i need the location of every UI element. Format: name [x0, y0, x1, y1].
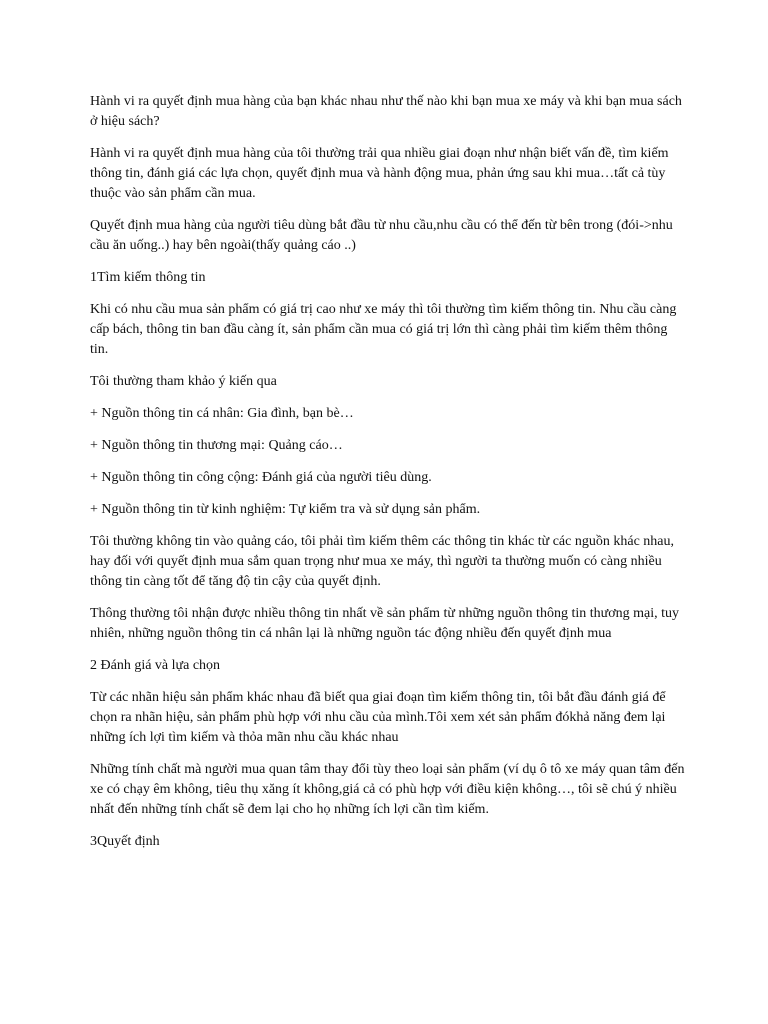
section-heading-information-search: 1Tìm kiếm thông tin — [90, 270, 206, 285]
personal-source-item: + Nguồn thông tin cá nhân: Gia đình, bạn bè… — [90, 406, 354, 421]
need-origin-paragraph: Quyết định mua hàng của người tiêu dùng bắt đầu từ nhu cầu,nhu cầu có thể đến từ bên trong (đói->nhu cầu ăn uống..) hay bên ngoài(thấy quảng cáo ..) — [90, 218, 673, 253]
answer-intro-paragraph: Hành vi ra quyết định mua hàng của tôi thường trải qua nhiều giai đoạn như nhận biết vấn đề, tìm kiếm thông tin, đánh giá các lựa chọn, quyết định mua và hành động mua, phản ứng sau khi mua…tất cả tùy thuộc vào sản phẩm cần mua. — [90, 146, 669, 201]
information-search-paragraph: Khi có nhu cầu mua sản phẩm có giá trị cao như xe máy thì tôi thường tìm kiếm thông tin. Nhu cầu càng cấp bách, thông tin ban đầu càng ít, sản phẩm cần mua có giá trị lớn thì càng phải tìm kiếm thêm thông tin. — [90, 302, 677, 357]
commercial-info-paragraph: Thông thường tôi nhận được nhiều thông tin nhất về sản phẩm từ những nguồn thông tin thương mại, tuy nhiên, những nguồn thông tin cá nhân lại là những nguồn tác động nhiều đến quyết định mua — [90, 606, 679, 641]
advertising-trust-paragraph: Tôi thường không tin vào quảng cáo, tôi phải tìm kiếm thêm các thông tin khác từ các nguồn khác nhau, hay đối với quyết định mua sắm quan trọng như mua xe máy, thì người ta thường muốn có càng nhiều thông tin càng tốt để tăng độ tin cậy của quyết định. — [90, 534, 674, 589]
section-heading-decision: 3Quyết định — [90, 834, 160, 849]
public-source-item: + Nguồn thông tin công cộng: Đánh giá của người tiêu dùng. — [90, 470, 432, 485]
product-attributes-paragraph: Những tính chất mà người mua quan tâm thay đổi tùy theo loại sản phẩm (ví dụ ô tô xe máy quan tâm đến xe có chạy êm không, tiêu thụ xăng ít không,giá cả có phù hợp với điều kiện không…, tôi sẽ chú ý nhiều nhất đến những tính chất sẽ đem lại cho họ những ích lợi cần tìm kiếm. — [90, 762, 685, 817]
evaluation-paragraph: Từ các nhãn hiệu sản phẩm khác nhau đã biết qua giai đoạn tìm kiếm thông tin, tôi bắt đầu đánh giá để chọn ra nhãn hiệu, sản phẩm phù hợp với nhu cầu của mình.Tôi xem xét sản phẩm đókhả năng đem lại những ích lợi tìm kiếm và thỏa mãn nhu cầu khác nhau — [90, 690, 666, 745]
consultation-intro-paragraph: Tôi thường tham khảo ý kiến qua — [90, 374, 277, 389]
commercial-source-item: + Nguồn thông tin thương mại: Quảng cáo… — [90, 438, 343, 453]
question-paragraph: Hành vi ra quyết định mua hàng của bạn khác nhau như thế nào khi bạn mua xe máy và khi bạn mua sách ở hiệu sách? — [90, 94, 682, 129]
document-body — [90, 92, 686, 864]
experience-source-item: + Nguồn thông tin từ kinh nghiệm: Tự kiểm tra và sử dụng sản phẩm. — [90, 502, 481, 517]
section-heading-evaluation: 2 Đánh giá và lựa chọn — [90, 658, 221, 673]
